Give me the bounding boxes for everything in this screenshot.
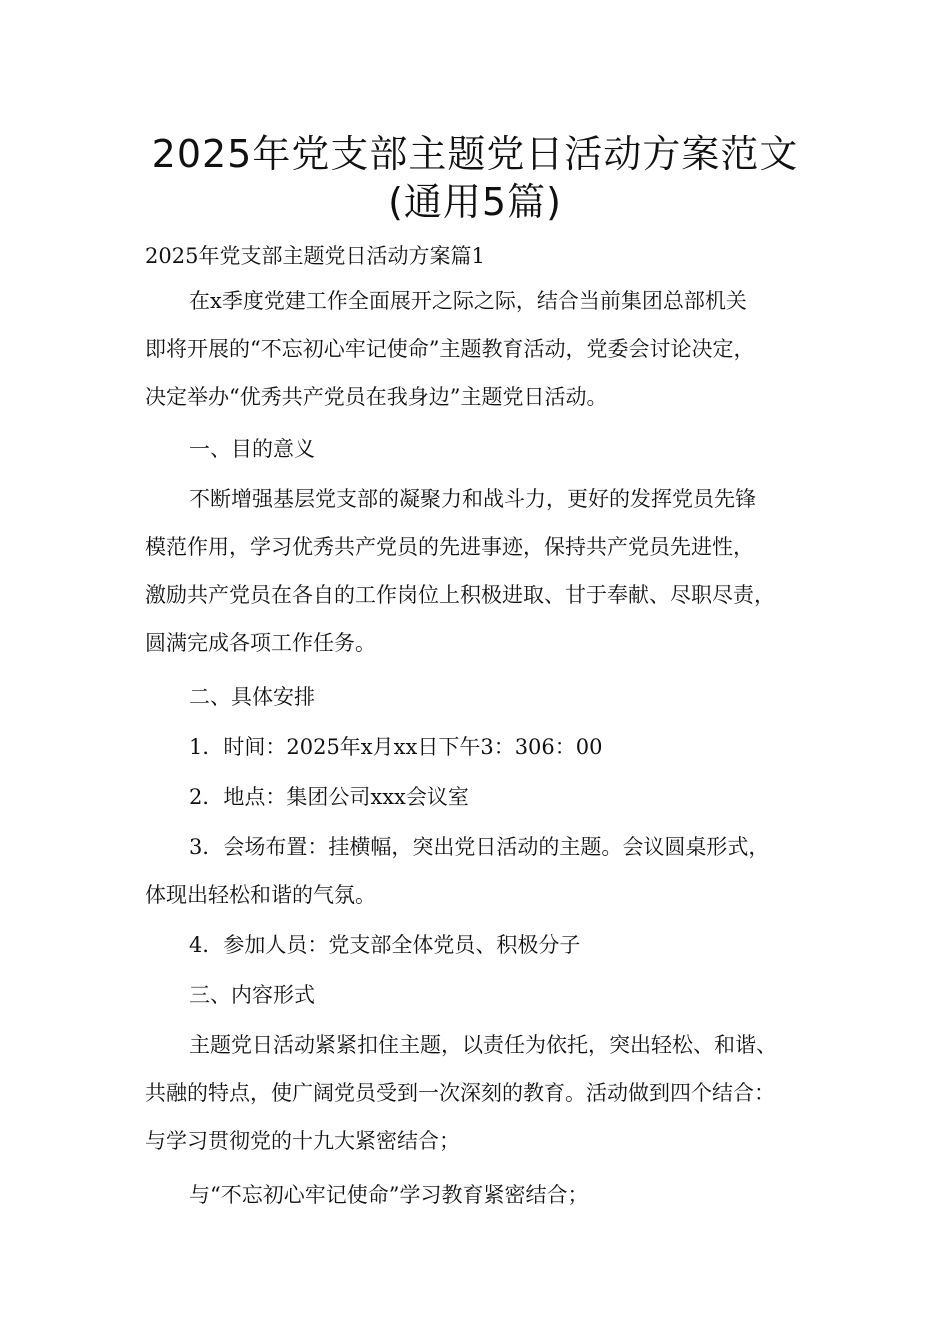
paragraph-line: 即将开展的“不忘初心牢记使命”主题教育活动，党委会讨论决定，	[145, 337, 755, 361]
list-item-continued: 体现出轻松和谐的气氛。	[145, 883, 376, 907]
section-subheading: 三、内容形式	[189, 983, 315, 1007]
paragraph-line: 不断增强基层党支部的凝聚力和战斗力，更好的发挥党员先锋	[189, 487, 756, 511]
paragraph-line: 激励共产党员在各自的工作岗位上积极进取、甘于奉献、尽职尽责，	[145, 583, 775, 607]
paragraph-line: 主题党日活动紧紧扣住主题，以责任为依托，突出轻松、和谐、	[189, 1033, 777, 1057]
list-item: 3．会场布置：挂横幅，突出党日活动的主题。会议圆桌形式，	[189, 835, 770, 859]
item-time	[145, 723, 835, 771]
heading-purpose	[145, 425, 835, 473]
paragraph-intro	[145, 277, 835, 421]
item-location	[145, 773, 835, 821]
list-item: 1．时间：2025年x月xx日下午3：306：00	[189, 735, 603, 759]
section-heading: 2025年党支部主题党日活动方案篇1	[145, 244, 485, 268]
section-subheading: 二、具体安排	[189, 685, 315, 709]
heading-arrangement	[145, 673, 835, 721]
item-participants	[145, 921, 835, 969]
paragraph-purpose	[145, 475, 835, 667]
paragraph-line: 决定举办“优秀共产党员在我身边”主题党日活动。	[145, 385, 608, 409]
heading-content-format	[145, 971, 835, 1019]
paragraph-line: 圆满完成各项工作任务。	[145, 631, 376, 655]
paragraph-combination	[145, 1171, 835, 1219]
paragraph-content	[145, 1021, 835, 1165]
list-item: 4．参加人员：党支部全体党员、积极分子	[189, 933, 581, 957]
section-subheading: 一、目的意义	[189, 437, 315, 461]
list-item: 2．地点：集团公司xxx会议室	[189, 785, 469, 809]
paragraph-line: 在x季度党建工作全面展开之际之际，结合当前集团总部机关	[189, 289, 747, 313]
paragraph-line: 共融的特点，使广阔党员受到一次深刻的教育。活动做到四个结合：	[145, 1081, 775, 1105]
paragraph-line: 与学习贯彻党的十九大紧密结合；	[145, 1129, 460, 1153]
document-title-line-1: 2025年党支部主题党日活动方案范文	[151, 132, 799, 176]
document-title-line-2: (通用5篇)	[388, 180, 562, 224]
item-venue-layout	[145, 823, 835, 919]
paragraph-line: 与“不忘初心牢记使命”学习教育紧密结合；	[189, 1183, 589, 1207]
paragraph-line: 模范作用，学习优秀共产党员的先进事迹，保持共产党员先进性，	[145, 535, 754, 559]
